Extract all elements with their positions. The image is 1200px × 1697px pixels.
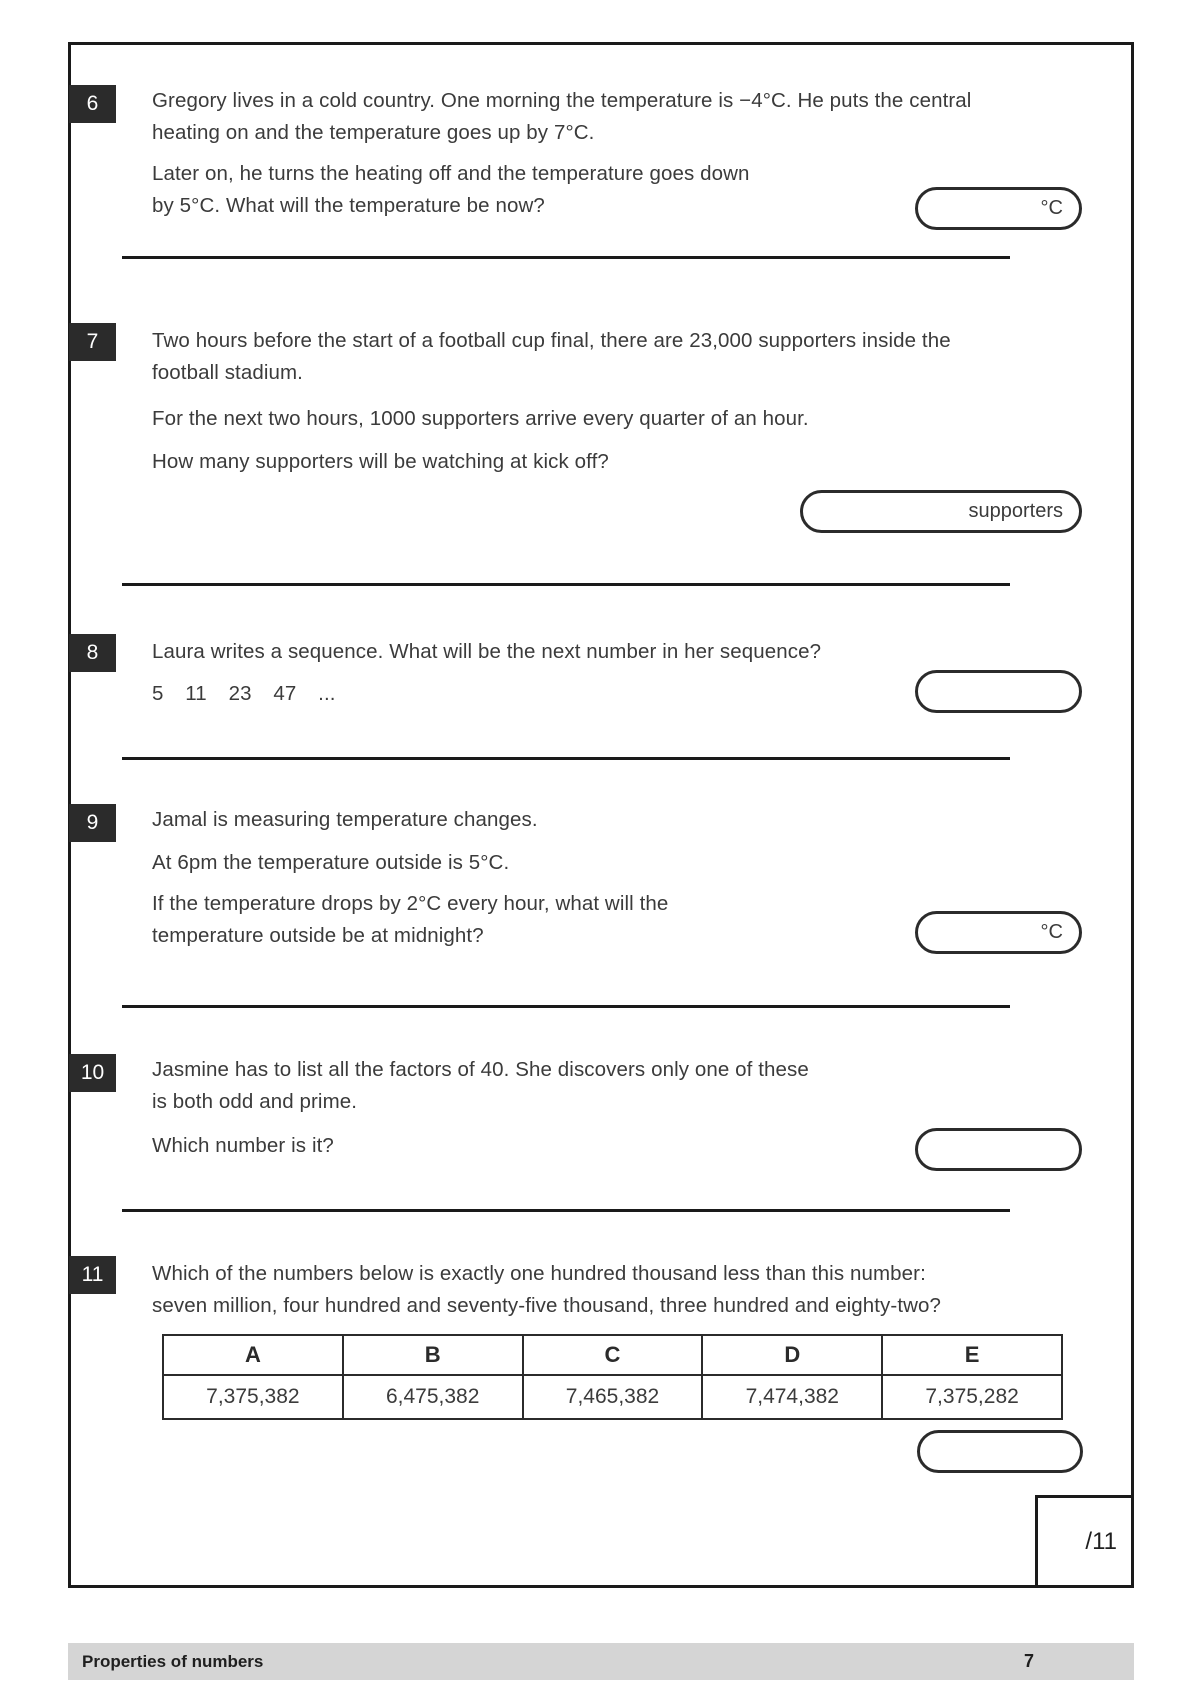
table-value-b: 6,475,382	[343, 1375, 523, 1419]
question-divider-4	[122, 1005, 1010, 1008]
score-label: /11	[1085, 1527, 1117, 1555]
question-6-line-1: Gregory lives in a cold country. One morning the temperature is −4°C. He puts the central	[152, 89, 972, 112]
table-header-a: A	[163, 1335, 343, 1375]
answer-box-q10[interactable]	[915, 1128, 1082, 1171]
question-8-sequence-values: 5 11 23 47 ...	[152, 682, 336, 705]
question-10-paragraph-1	[152, 1054, 809, 1118]
question-number-badge-11	[69, 1256, 116, 1294]
question-10-line-2: is both odd and prime.	[152, 1090, 358, 1113]
question-7-paragraph-1	[152, 325, 951, 389]
page-footer	[68, 1643, 1134, 1680]
question-6-line-4: by 5°C. What will the temperature be now?	[152, 194, 545, 217]
table-header-d: D	[702, 1335, 882, 1375]
table-value-a: 7,375,382	[163, 1375, 343, 1419]
question-number-badge-6	[69, 85, 116, 123]
question-10-line-3: Which number is it?	[152, 1134, 334, 1157]
question-7-line-1: Two hours before the start of a football cup final, there are 23,000 supporters inside the	[152, 329, 951, 352]
question-6-paragraph-1	[152, 85, 971, 149]
answer-box-q11[interactable]	[917, 1430, 1083, 1473]
footer-section-title: Properties of numbers	[82, 1651, 264, 1671]
question-9-paragraph-2	[152, 847, 509, 879]
question-8-paragraph-1	[152, 636, 821, 668]
footer-page-number: 7	[1023, 1651, 1034, 1671]
question-9-paragraph-1	[152, 804, 538, 836]
question-number-badge-7	[69, 323, 116, 361]
question-divider-2	[122, 583, 1010, 586]
table-header-c: C	[523, 1335, 703, 1375]
question-number-10: 10	[80, 1061, 105, 1084]
question-7-line-2: football stadium.	[152, 361, 303, 384]
answer-box-q8[interactable]	[915, 670, 1082, 713]
question-divider-1	[122, 256, 1010, 259]
table-header-e: E	[882, 1335, 1062, 1375]
question-10-paragraph-2	[152, 1130, 334, 1162]
question-divider-5	[122, 1209, 1010, 1212]
question-divider-3	[122, 757, 1010, 760]
table-value-d: 7,474,382	[702, 1375, 882, 1419]
question-6-line-3: Later on, he turns the heating off and the temperature goes down	[152, 162, 750, 185]
question-9-line-3: If the temperature drops by 2°C every hour, what will the	[152, 892, 669, 915]
answer-unit-q9: °C	[1040, 921, 1063, 943]
score-box	[1035, 1495, 1134, 1588]
answer-unit-q7: supporters	[968, 500, 1063, 522]
question-7-line-4: How many supporters will be watching at kick off?	[152, 450, 609, 473]
question-7-line-3: For the next two hours, 1000 supporters arrive every quarter of an hour.	[152, 407, 809, 430]
table-header-row	[163, 1335, 1062, 1375]
question-11-line-1: Which of the numbers below is exactly one hundred thousand less than this number:	[152, 1262, 926, 1285]
question-number-9: 9	[86, 811, 99, 834]
question-10-line-1: Jasmine has to list all the factors of 40. She discovers only one of these	[152, 1058, 809, 1081]
table-header-b: B	[343, 1335, 523, 1375]
question-number-badge-10	[69, 1054, 116, 1092]
question-number-11: 11	[81, 1263, 104, 1286]
answer-box-q6[interactable]	[915, 187, 1082, 230]
question-7-paragraph-2	[152, 403, 809, 435]
question-number-badge-8	[69, 634, 116, 672]
question-11-paragraph-1	[152, 1258, 941, 1322]
question-9-line-1: Jamal is measuring temperature changes.	[152, 808, 538, 831]
question-6-paragraph-2	[152, 158, 750, 222]
question-8-line-1: Laura writes a sequence. What will be the next number in her sequence?	[152, 640, 822, 663]
question-7-paragraph-3	[152, 446, 609, 478]
question-9-line-4: temperature outside be at midnight?	[152, 924, 484, 947]
answer-box-q9[interactable]	[915, 911, 1082, 954]
table-value-c: 7,465,382	[523, 1375, 703, 1419]
question-8-sequence	[152, 678, 336, 710]
question-number-6: 6	[86, 92, 99, 115]
question-number-8: 8	[86, 641, 99, 664]
answer-unit-q6: °C	[1040, 197, 1063, 219]
question-9-line-2: At 6pm the temperature outside is 5°C.	[152, 851, 510, 874]
question-number-badge-9	[69, 804, 116, 842]
table-value-row	[163, 1375, 1062, 1419]
question-9-paragraph-3	[152, 888, 668, 952]
question-11-line-2: seven million, four hundred and seventy-five thousand, three hundred and eighty-two?	[152, 1294, 942, 1317]
question-6-line-2: heating on and the temperature goes up by 7°C.	[152, 121, 595, 144]
question-number-7: 7	[86, 330, 99, 353]
answer-box-q7[interactable]	[800, 490, 1082, 533]
table-value-e: 7,375,282	[882, 1375, 1062, 1419]
answer-options-table	[162, 1334, 1063, 1420]
